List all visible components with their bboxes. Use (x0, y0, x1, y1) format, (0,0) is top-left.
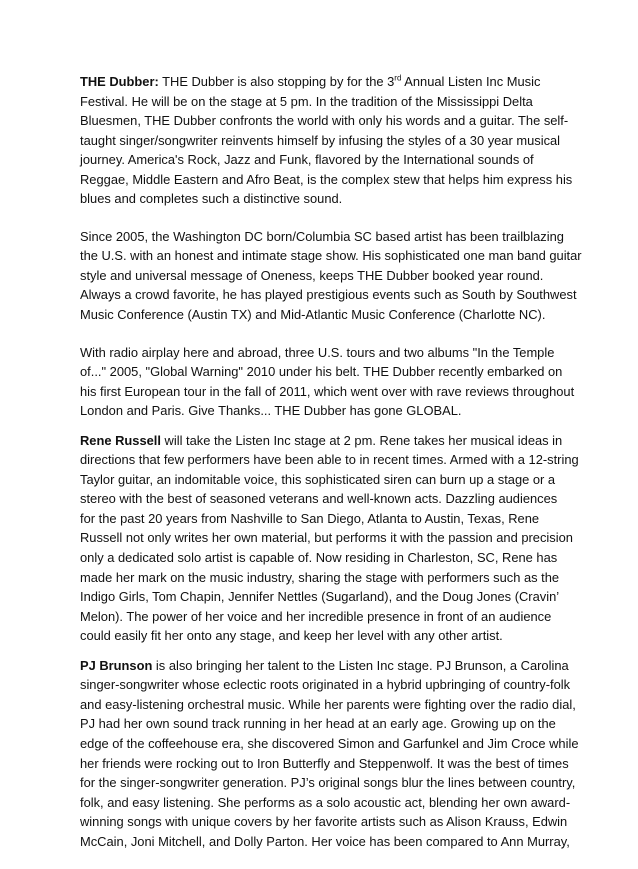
bold-lead-rene-russell: Rene Russell (80, 432, 161, 448)
text-line: style and universal message of Oneness, keeps THE Dubber booked year round. (80, 267, 544, 283)
text-line: With radio airplay here and abroad, three U.S. tours and two albums "In the Temple (80, 344, 555, 360)
text-line: singer-songwriter whose eclectic roots originated in a hybrid upbringing of country-folk (80, 677, 571, 693)
text-line: only a dedicated solo artist is capable of. Now residing in Charleston, SC, Rene has (80, 550, 558, 566)
text-line: Rene Russell will take the Listen Inc stage at 2 pm. Rene takes her musical ideas in (80, 432, 563, 448)
document-body (80, 72, 582, 869)
text-line: and easy-listening orchestral music. While her parents were fighting over the radio dial, (80, 696, 576, 712)
superscript-ordinal: rd (394, 73, 402, 83)
text-line: PJ had her own sound track running in her head at an early age. Growing up on the (80, 716, 556, 732)
text-line: THE Dubber: THE Dubber is also stopping by for the 3rd Annual Listen Inc Music (80, 73, 541, 89)
text-line: Since 2005, the Washington DC born/Columbia SC based artist has been trailblazing (80, 228, 564, 244)
text-line: PJ Brunson is also bringing her talent to the Listen Inc stage. PJ Brunson, a Carolina (80, 657, 569, 673)
text-line: Festival. He will be on the stage at 5 pm. In the tradition of the Mississippi Delta (80, 93, 533, 109)
text-line: Russell not only writes her own material, but performs it with the passion and precision (80, 530, 573, 546)
paragraph-dubber-intro (80, 72, 573, 209)
text-line: her friends were rocking out to Iron Butterfly and Steppenwolf. It was the best of times (80, 755, 569, 771)
text-line: could easily fit her onto any stage, and keep her level with any other artist. (80, 628, 503, 644)
text-line: the U.S. with an honest and intimate stage show. His sophisticated one man band guitar (80, 248, 582, 264)
text-line: Indigo Girls, Tom Chapin, Jennifer Nettles (Sugarland), and the Doug Jones (Cravin’ (80, 589, 560, 605)
paragraph-dubber-history (80, 227, 582, 325)
bold-lead-dubber: THE Dubber: (80, 74, 159, 89)
paragraph-rene-russell (80, 431, 579, 646)
text-line: Bluesmen, THE Dubber confronts the world with only his words and a guitar. The self- (80, 113, 569, 129)
text-line: made her mark on the music industry, sharing the stage with performers such as the (80, 569, 560, 585)
text-line: of..." 2005, "Global Warning" 2010 under his belt. THE Dubber recently embarked on (80, 364, 563, 380)
text-line: Music Conference (Austin TX) and Mid-Atlantic Music Conference (Charlotte NC). (80, 307, 546, 323)
text-line: Melon). The power of her voice and her incredible presence in front of an audience (80, 608, 552, 624)
text-line: blues and completes such a distinctive sound. (80, 191, 343, 207)
text-line: folk, and easy listening. She performs as a solo acoustic act, blending her own award- (80, 794, 571, 810)
text-line: winning songs with unique covers by her favorite artists such as Alison Krauss, Edwin (80, 814, 568, 830)
text-line: for the past 20 years from Nashville to San Diego, Atlanta to Austin, Texas, Rene (80, 510, 540, 526)
text-line: Always a crowd favorite, he has played prestigious events such as South by Southwest (80, 287, 577, 303)
paragraph-pj-brunson (80, 656, 579, 851)
text-line: Taylor guitar, an indomitable voice, this sophisticated siren can burn up a stage or a (80, 471, 556, 487)
text-line: London and Paris. Give Thanks... THE Dubber has gone GLOBAL. (80, 403, 462, 419)
text-line: stereo with the best of seasoned veterans and well-known acts. Dazzling audiences (80, 491, 558, 507)
text-line: taught singer/songwriter reinvents himself by infusing the styles of a 30 year musical (80, 132, 561, 148)
text-line: McCain, Joni Mitchell, and Dolly Parton. Her voice has been compared to Ann Murray, (80, 833, 570, 849)
text-line: edge of the coffeehouse era, she discovered Simon and Garfunkel and Jim Croce while (80, 735, 579, 751)
bold-lead-pj-brunson: PJ Brunson (80, 657, 153, 673)
paragraph-dubber-tours (80, 343, 575, 421)
text-line: Reggae, Middle Eastern and Afro Beat, is the complex stew that helps him express his (80, 171, 573, 187)
text-line: directions that few performers have been able to in recent times. Armed with a 12-string (80, 452, 579, 468)
text-line: journey. America's Rock, Jazz and Funk, flavored by the International sounds of (80, 152, 534, 168)
text-line: for the singer-songwriter generation. PJ’s original songs blur the lines between country, (80, 775, 576, 791)
text-line: his first European tour in the fall of 2011, which went over with rave reviews throughout (80, 383, 575, 399)
